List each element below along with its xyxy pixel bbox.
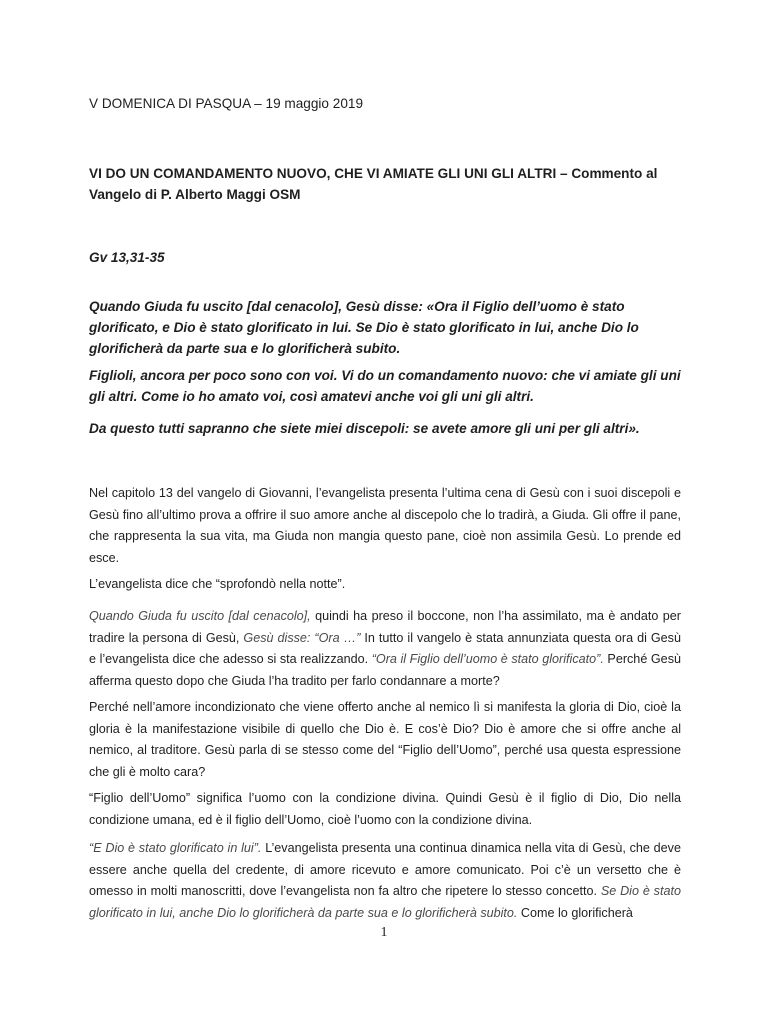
commentary-paragraph-4: Perché nell’amore incondizionato che viene offerto anche al nemico lì si manifesta la gloria di Dio, cioè la gloria è la manifestazione visibile di quello che Dio è. E cos’è Dio? Dio è amore che si offre anche al nemico, al traditore. Gesù parla di se stesso come del “Figlio dell’Uomo”, perché usa questa espressione che gli è molto cara? xyxy=(89,700,681,779)
page-title xyxy=(89,163,681,205)
quote-text: Quando Giuda fu uscito [dal cenacolo], xyxy=(89,609,311,623)
commentary-paragraph-5: “Figlio dell’Uomo” significa l’uomo con la condizione divina. Quindi Gesù è il figlio di Dio, Dio nella condizione umana, ed è il figlio dell’Uomo, cioè l’uomo con la condizione divina. xyxy=(89,791,681,827)
quote-text: Gesù disse: “Ora …” xyxy=(243,630,361,645)
title-main: VI DO UN COMANDAMENTO NUOVO, CHE VI AMIATE GLI UNI GLI ALTRI xyxy=(89,166,557,181)
title-subtitle: – Commento al Vangelo di P. Alberto Maggi OSM xyxy=(89,166,658,202)
quote-text: “E Dio è stato glorificato in lui”. xyxy=(89,841,262,855)
body-text: Come lo glorificherà xyxy=(517,905,633,920)
body-text: quindi ha preso il boccone, non l’ha assimilato, ma è andato per tradire la persona di Gesù, xyxy=(89,609,681,645)
commentary-paragraph-3 xyxy=(89,606,681,692)
quote-text: Se Dio è stato glorificato in lui, anche Dio lo glorificherà da parte sua e lo glorificherà subito. xyxy=(89,884,681,920)
gospel-verse-1: Quando Giuda fu uscito [dal cenacolo], Gesù disse: «Ora il Figlio dell’uomo è stato glorificato, e Dio è stato glorificato in lui. Se Dio è stato glorificato in lui, anche Dio lo glorificherà da parte sua e lo glorificherà subito. xyxy=(89,299,639,356)
commentary-paragraph-6 xyxy=(89,838,681,924)
commentary-paragraph-2: L’evangelista dice che “sprofondò nella notte”. xyxy=(89,577,346,591)
page-number: 1 xyxy=(380,925,388,940)
gospel-reference: Gv 13,31-35 xyxy=(89,250,165,265)
body-text: Perché Gesù afferma questo dopo che Giuda l’ha tradito per farlo condannare a morte? xyxy=(89,652,681,688)
quote-text: “Ora il Figlio dell’uomo è stato glorificato”. xyxy=(371,652,604,666)
body-text: L’evangelista presenta una continua dinamica nella vita di Gesù, che deve essere anche quella del credente, di amore ricevuto e amore comunicato. Poi c’è un versetto che è omesso in molti manoscritti, dove l’evangelista non fa altro che ripetere lo stesso concetto. xyxy=(89,841,681,898)
gospel-verse-3: Da questo tutti sapranno che siete miei discepoli: se avete amore gli uni per gli altri». xyxy=(89,421,640,436)
commentary-paragraph-1: Nel capitolo 13 del vangelo di Giovanni, l’evangelista presenta l’ultima cena di Gesù con i suoi discepoli e Gesù fino all’ultimo prova a offrire il suo amore anche al discepolo che lo tradirà, a Giuda. Gli offre il pane, che rappresenta la sua vita, ma Giuda non mangia questo pane, cioè non assimila Gesù. Lo prende ed esce. xyxy=(89,486,681,565)
gospel-verse-2: Figlioli, ancora per poco sono con voi. Vi do un comandamento nuovo: che vi amiate gli uni gli altri. Come io ho amato voi, così amatevi anche voi gli uni gli altri. xyxy=(89,368,681,404)
body-text: In tutto il vangelo è stata annunziata questa ora di Gesù e l’evangelista dice che adesso si sta realizzando. xyxy=(89,630,681,666)
date-line: V DOMENICA DI PASQUA – 19 maggio 2019 xyxy=(89,96,364,111)
